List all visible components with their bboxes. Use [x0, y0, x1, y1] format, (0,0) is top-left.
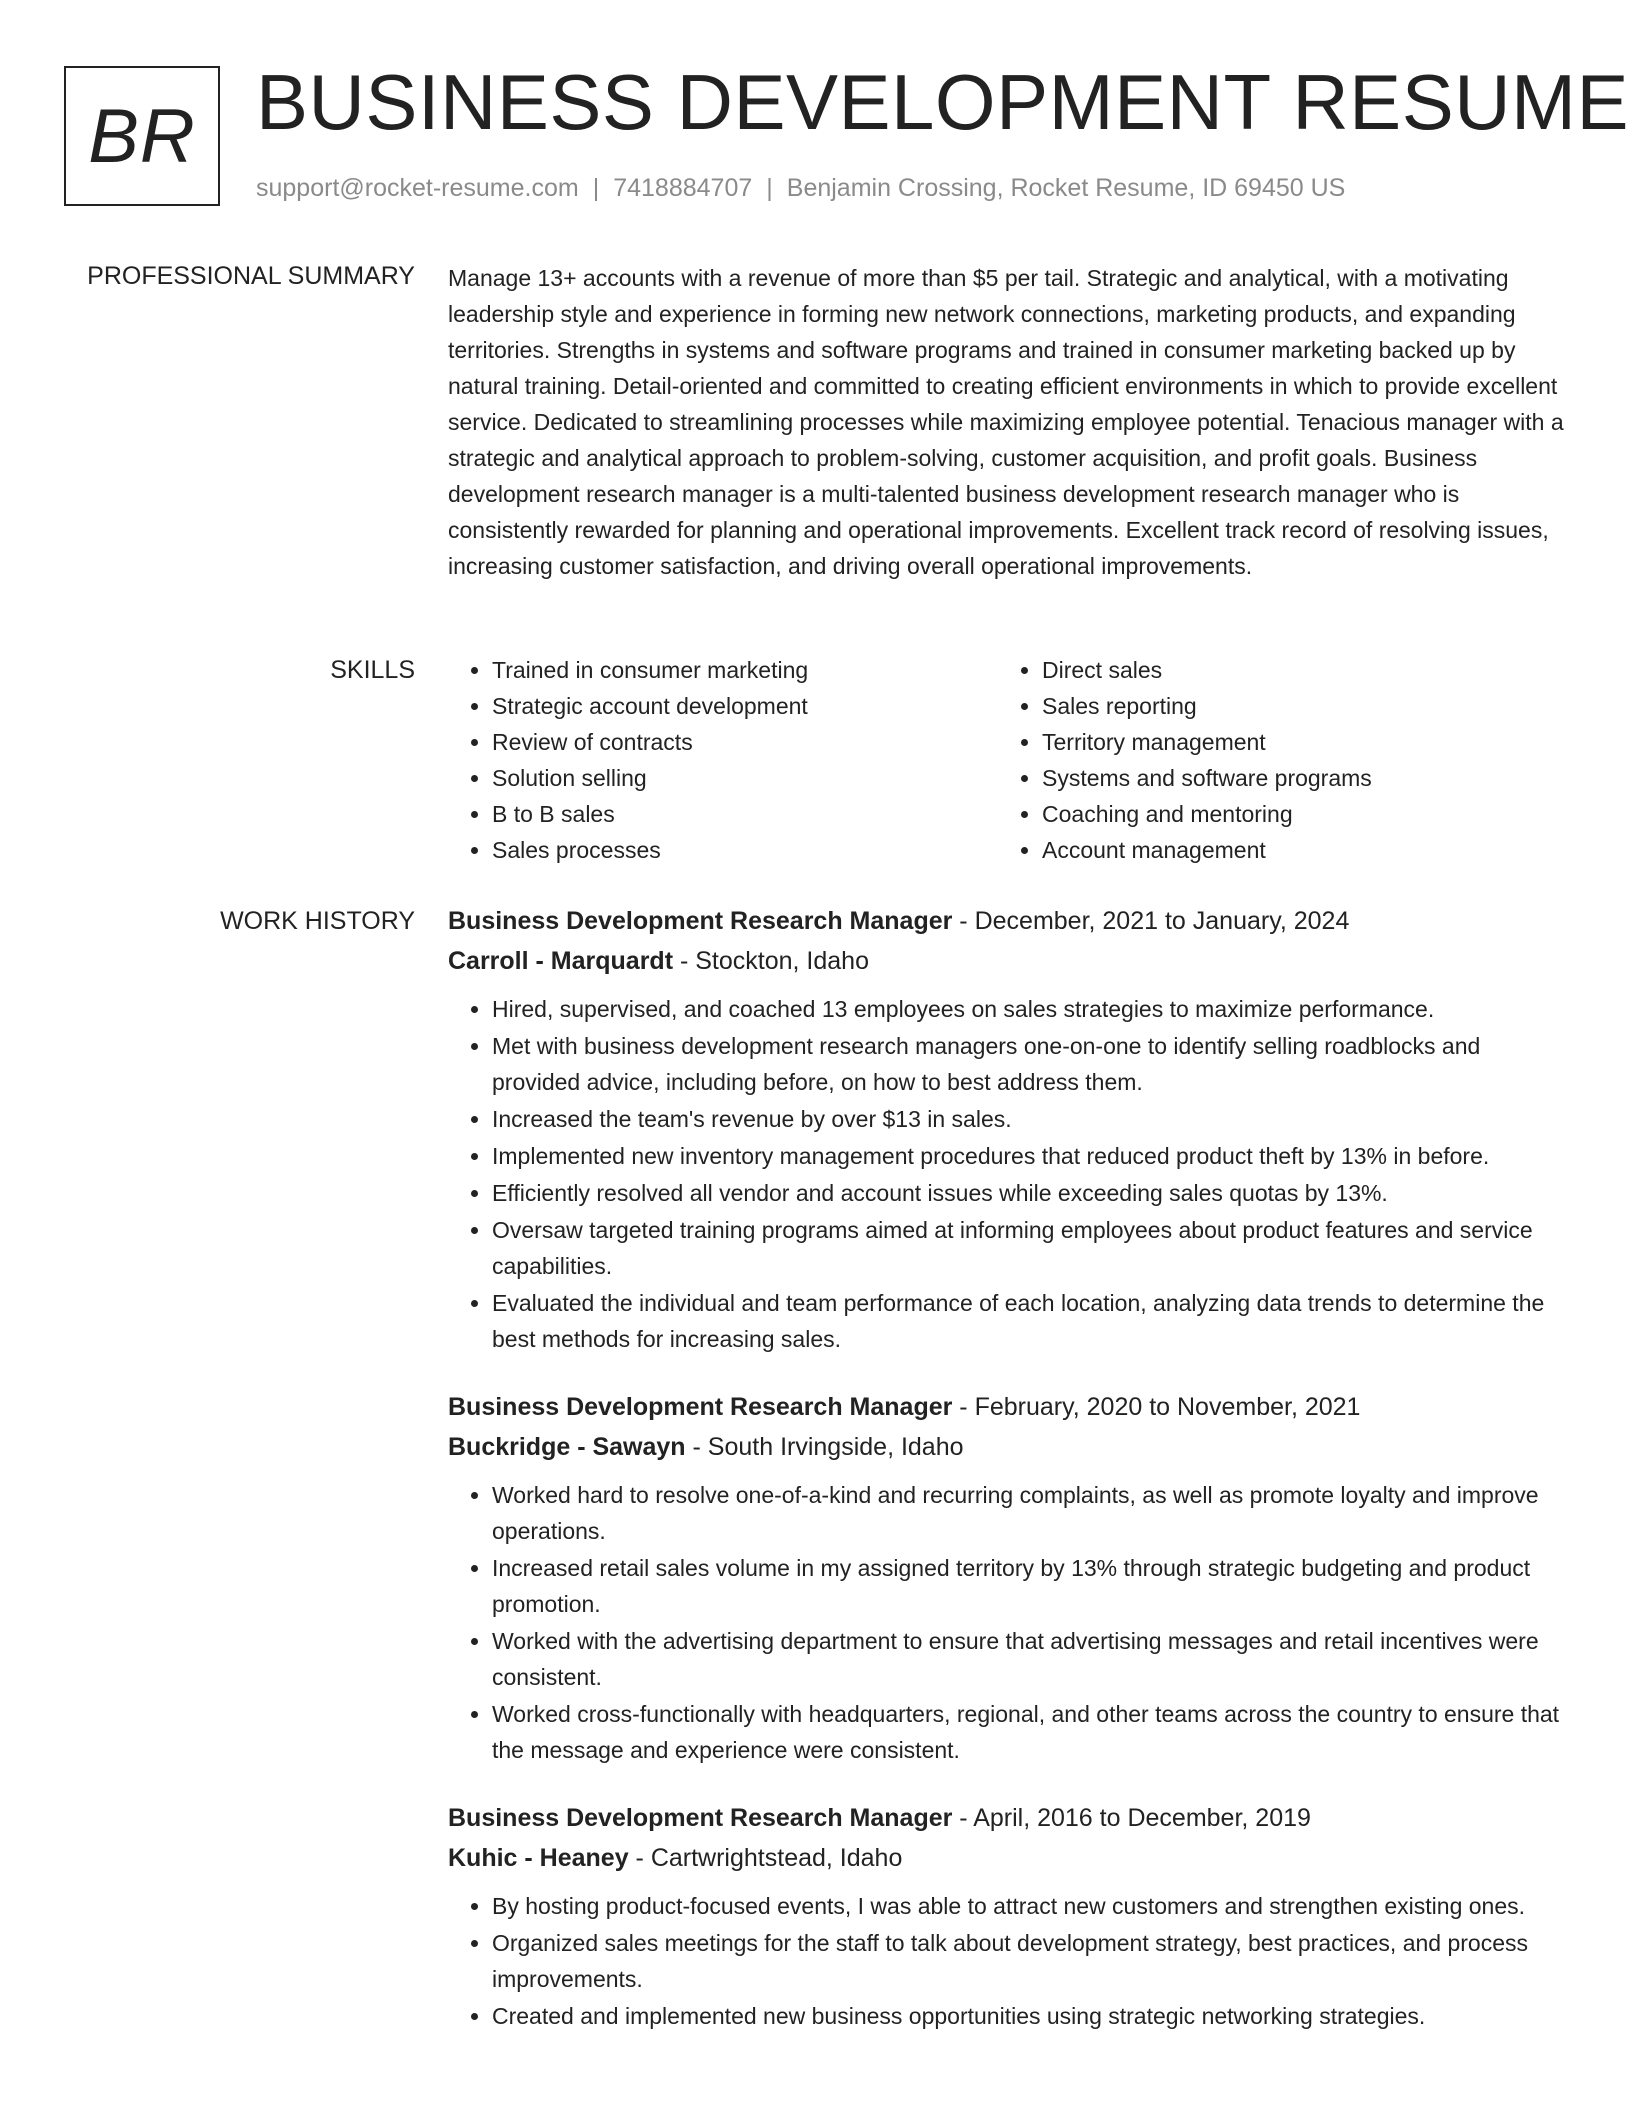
contact-phone: 7418884707: [613, 174, 753, 202]
job-bullet: • By hosting product-focused events, I was able to attract new customers and strengthen existing ones.: [492, 1888, 1568, 1924]
skill-item: • Sales reporting: [1042, 688, 1548, 724]
job-company: Carroll - Marquardt: [448, 947, 674, 975]
contact-line: [256, 174, 1345, 203]
monogram-logo: BR: [64, 66, 220, 206]
job-company-line: [448, 1838, 1568, 1878]
skill-item: • Review of contracts: [492, 724, 998, 760]
job-title-line: [448, 1387, 1568, 1427]
summary-heading: PROFESSIONAL SUMMARY: [87, 262, 415, 290]
job-title-line: [448, 1798, 1568, 1838]
skill-item: • Systems and software programs: [1042, 760, 1548, 796]
job-dates: - April, 2016 to December, 2019: [952, 1804, 1311, 1832]
job-entry: [448, 1387, 1568, 1768]
job-bullet: • Worked hard to resolve one-of-a-kind and recurring complaints, as well as promote loyalty and improve operations.: [492, 1477, 1568, 1549]
job-bullet: • Efficiently resolved all vendor and account issues while exceeding sales quotas by 13%.: [492, 1175, 1568, 1211]
summary-text: Manage 13+ accounts with a revenue of more than $5 per tail. Strategic and analytical, with a motivating leadership style and experience in forming new network connections, marketing products, and expanding territories. Strengths in systems and software programs and trained in consumer marketing backed up by natural training. Detail-oriented and committed to creating efficient environments in which to provide excellent service. Dedicated to streamlining processes while maximizing employee potential. Tenacious manager with a strategic and analytical approach to problem-solving, customer acquisition, and profit goals. Business development research manager is a multi-talented business development research manager who is consistently rewarded for planning and operational improvements. Excellent track record of resolving issues, increasing customer satisfaction, and driving overall operational improvements.: [448, 265, 1564, 579]
job-title: Business Development Research Manager: [448, 1393, 953, 1421]
job-company: Buckridge - Sawayn: [448, 1433, 686, 1461]
job-bullet: • Implemented new inventory management procedures that reduced product theft by 13% in before.: [492, 1138, 1568, 1174]
job-company-line: [448, 941, 1568, 981]
job-title: Business Development Research Manager: [448, 907, 953, 935]
job-bullet: • Met with business development research managers one-on-one to identify selling roadblocks and provided advice, including before, on how to best address them.: [492, 1028, 1568, 1100]
job-bullet: • Worked with the advertising department to ensure that advertising messages and retail incentives were consistent.: [492, 1623, 1568, 1695]
skill-item: • Trained in consumer marketing: [492, 652, 998, 688]
skill-item: • Strategic account development: [492, 688, 998, 724]
job-dates: - February, 2020 to November, 2021: [952, 1393, 1361, 1421]
contact-separator: |: [766, 174, 773, 202]
job-location: - Stockton, Idaho: [673, 947, 869, 975]
job-company-line: [448, 1427, 1568, 1467]
job-dates: - December, 2021 to January, 2024: [952, 907, 1350, 935]
skills-list-right: [998, 652, 1548, 868]
skill-item: • Sales processes: [492, 832, 998, 868]
job-location: - South Irvingside, Idaho: [685, 1433, 964, 1461]
contact-separator: |: [592, 174, 600, 202]
job-location: - Cartwrightstead, Idaho: [628, 1844, 903, 1872]
summary-body: [448, 260, 1568, 584]
job-company: Kuhic - Heaney: [448, 1844, 629, 1872]
skill-item: • Coaching and mentoring: [1042, 796, 1548, 832]
job-bullet: • Worked cross-functionally with headquarters, regional, and other teams across the country to ensure that the message and experience were consistent.: [492, 1696, 1568, 1768]
skills-columns: [448, 652, 1568, 868]
job-bullet: • Increased the team's revenue by over $13 in sales.: [492, 1101, 1568, 1137]
job-title: Business Development Research Manager: [448, 1804, 953, 1832]
work-history-heading: WORK HISTORY: [220, 907, 415, 935]
job-bullet: • Organized sales meetings for the staff to talk about development strategy, best practices, and process improvements.: [492, 1925, 1568, 1997]
skills-body: [448, 652, 1568, 868]
work-history-body: [448, 901, 1568, 2064]
skills-list-left: [448, 652, 998, 868]
job-title-line: [448, 901, 1568, 941]
job-bullet-list: [448, 1477, 1568, 1768]
skill-item: • B to B sales: [492, 796, 998, 832]
job-entry: [448, 1798, 1568, 2034]
skill-item: • Solution selling: [492, 760, 998, 796]
job-bullet: • Oversaw targeted training programs aimed at informing employees about product features and service capabilities.: [492, 1212, 1568, 1284]
job-bullet-list: [448, 991, 1568, 1357]
contact-address: Benjamin Crossing, Rocket Resume, ID 69450 US: [786, 174, 1346, 202]
skill-item: • Direct sales: [1042, 652, 1548, 688]
contact-email: support@rocket-resume.com: [256, 174, 579, 202]
job-bullet-list: [448, 1888, 1568, 2034]
job-entry: [448, 901, 1568, 1357]
job-bullet: • Created and implemented new business opportunities using strategic networking strategies.: [492, 1998, 1568, 2034]
job-bullet: • Hired, supervised, and coached 13 employees on sales strategies to maximize performance.: [492, 991, 1568, 1027]
skills-heading: SKILLS: [330, 656, 415, 684]
skill-item: • Territory management: [1042, 724, 1548, 760]
job-bullet: • Increased retail sales volume in my assigned territory by 13% through strategic budgeting and product promotion.: [492, 1550, 1568, 1622]
resume-title: BUSINESS DEVELOPMENT RESUME: [256, 58, 1630, 146]
job-bullet: • Evaluated the individual and team performance of each location, analyzing data trends to determine the best methods for increasing sales.: [492, 1285, 1568, 1357]
skill-item: • Account management: [1042, 832, 1548, 868]
